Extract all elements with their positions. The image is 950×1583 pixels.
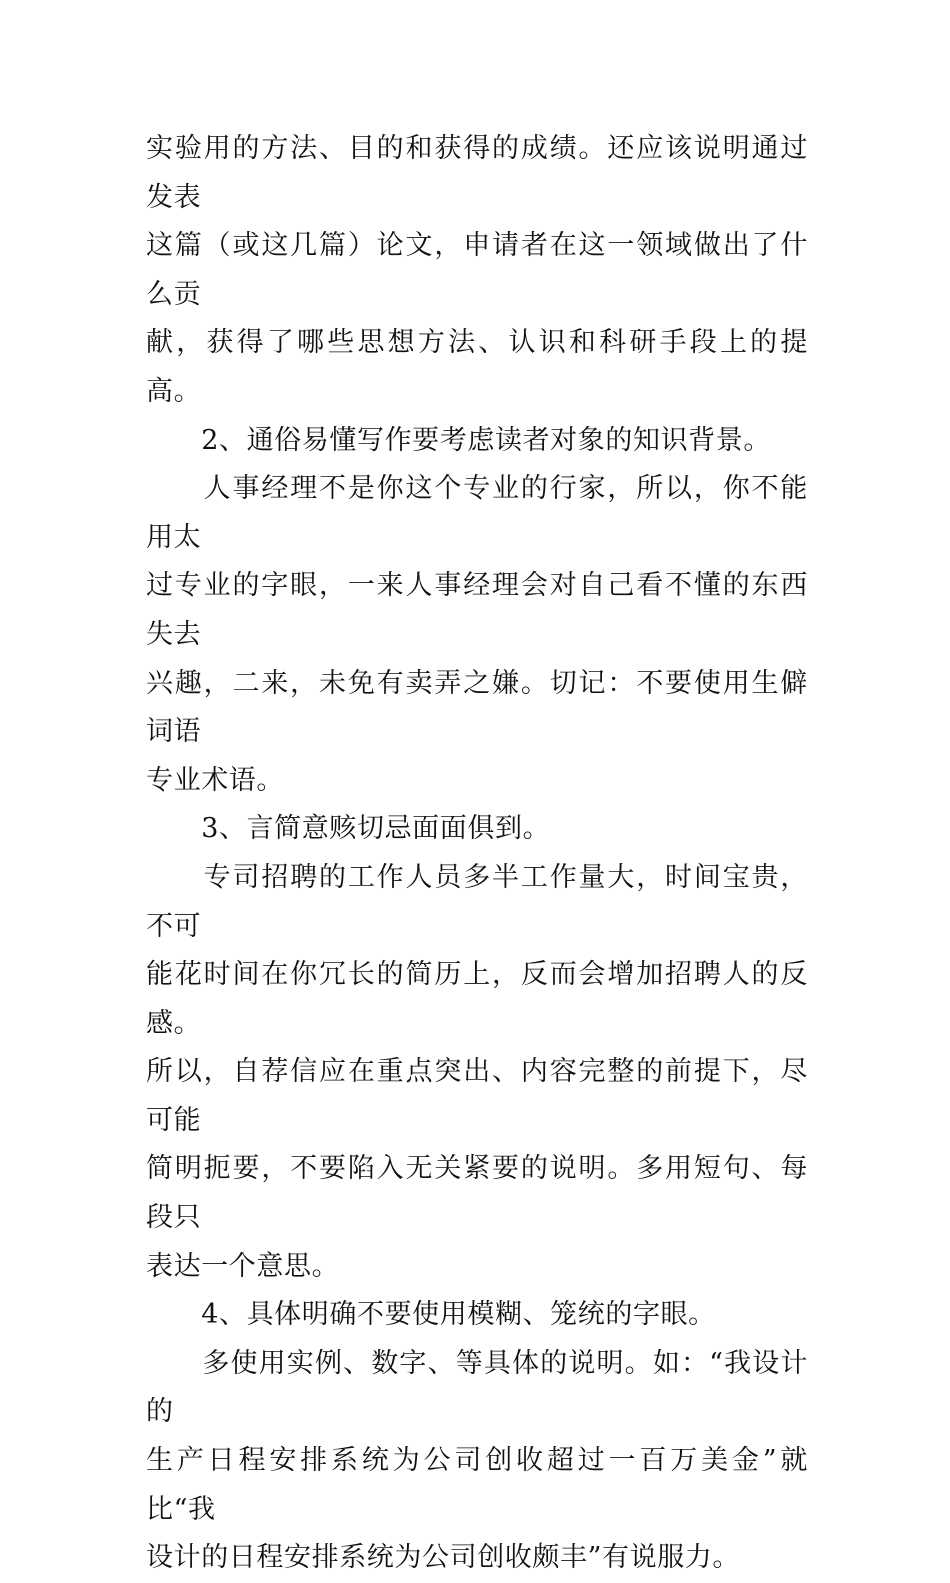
section-heading-3: 3、言简意赅切忌面面俱到。 [146,813,551,845]
paragraph-section-2: 人事经理不是你这个专业的行家，所以，你不能用太 过专业的字眼，一来人事经理会对自己看不懂的东西失去 兴趣，二来，未免有卖弄之嫌。切记：不要使用生僻词语 专业术语。 [146,473,808,796]
document-body [146,125,808,1583]
paragraph-section-4: 多使用实例、数字、等具体的说明。如：“我设计的 生产日程安排系统为公司创收超过一百万美金”就比“我 设计的日程安排系统为公司创收颇丰”有说服力。 [146,1347,808,1574]
paragraph-intro-continuation: 实验用的方法、目的和获得的成绩。还应该说明通过发表 这篇（或这几篇）论文，申请者在这一领域做出了什么贡 献，获得了哪些思想方法、认识和科研手段上的提高。 [146,133,808,407]
section-heading-4: 4、具体明确不要使用模糊、笼统的字眼。 [146,1299,716,1331]
paragraph-section-3: 专司招聘的工作人员多半工作量大，时间宝贵，不可 能花时间在你冗长的简历上，反而会增加招聘人的反感。 所以，自荐信应在重点突出、内容完整的前提下，尽可能 简明扼要，不要陷入无关紧要的说明。多用短句、每段只 表达一个意思。 [146,861,808,1282]
section-heading-2: 2、通俗易懂写作要考虑读者对象的知识背景。 [146,424,771,456]
